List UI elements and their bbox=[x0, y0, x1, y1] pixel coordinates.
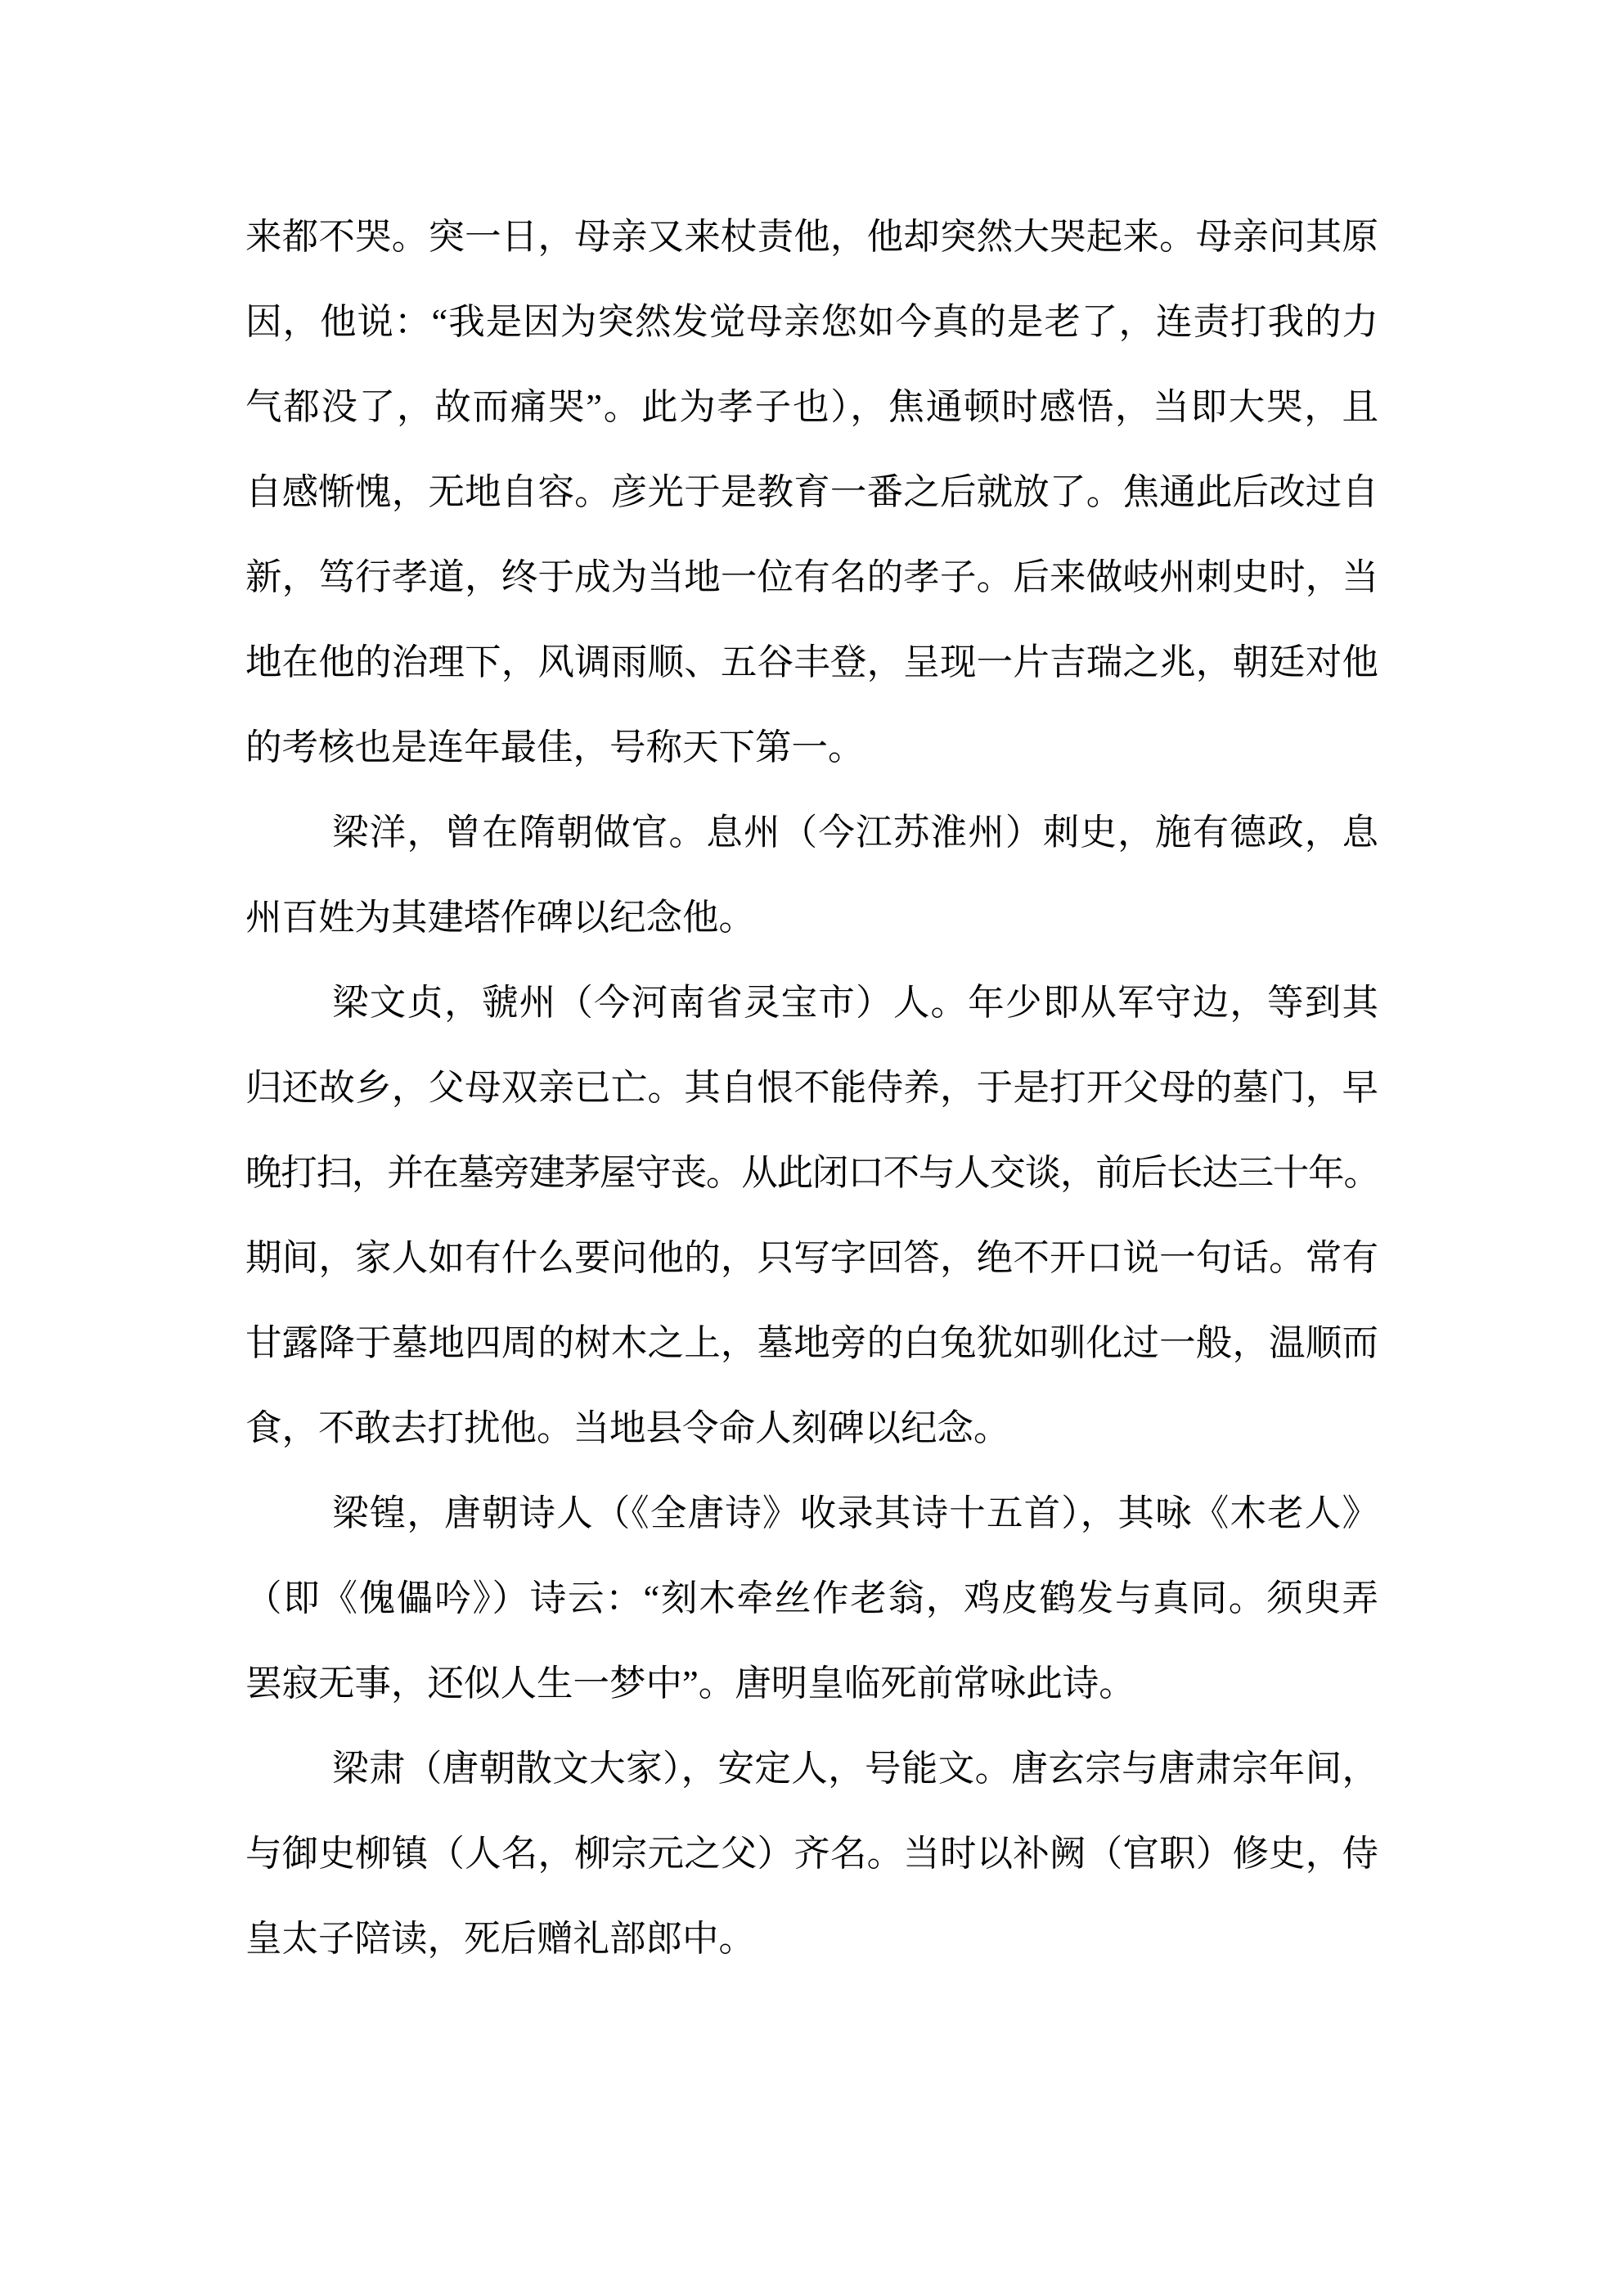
text-line: 因，他说：“我是因为突然发觉母亲您如今真的是老了，连责打我的力 bbox=[245, 301, 1378, 342]
text-line: （即《傀儡吟》）诗云：“刻木牵丝作老翁，鸡皮鹤发与真同。须臾弄 bbox=[245, 1578, 1378, 1618]
text-line: 晚打扫，并在墓旁建茅屋守丧。从此闭口不与人交谈，前后长达三十年。 bbox=[245, 1152, 1378, 1193]
text-line: 皇太子陪读，死后赠礼部郎中。 bbox=[245, 1918, 756, 1959]
text-line: 与御史柳镇（人名，柳宗元之父）齐名。当时以补阙（官职）修史，侍 bbox=[245, 1833, 1378, 1874]
text-line: 梁文贞，虢州（今河南省灵宝市）人。年少即从军守边，等到其 bbox=[332, 982, 1378, 1023]
text-line: 地在他的治理下，风调雨顺、五谷丰登，呈现一片吉瑞之兆，朝廷对他 bbox=[245, 642, 1378, 682]
text-line: 归还故乡，父母双亲已亡。其自恨不能侍养，于是打开父母的墓门，早 bbox=[245, 1067, 1378, 1108]
text-line: 来都不哭。突一日，母亲又来杖责他，他却突然大哭起来。母亲问其原 bbox=[245, 216, 1378, 257]
text-line: 州百姓为其建塔作碑以纪念他。 bbox=[245, 897, 756, 938]
text-line: 自感惭愧，无地自容。彦光于是教育一番之后就放了。焦通此后改过自 bbox=[245, 471, 1378, 512]
text-line: 气都没了，故而痛哭”。此为孝子也），焦通顿时感悟，当即大哭，且 bbox=[245, 386, 1378, 427]
text-line: 食，不敢去打扰他。当地县令命人刻碑以纪念。 bbox=[245, 1407, 1010, 1448]
text-line: 甘露降于墓地四周的树木之上，墓地旁的白兔犹如驯化过一般，温顺而 bbox=[245, 1322, 1378, 1363]
text-line: 梁锽，唐朝诗人（《全唐诗》收录其诗十五首），其咏《木老人》 bbox=[332, 1492, 1378, 1533]
text-line: 梁肃（唐朝散文大家），安定人，号能文。唐玄宗与唐肃宗年间， bbox=[332, 1748, 1378, 1789]
text-line: 新，笃行孝道，终于成为当地一位有名的孝子。后来做岐州刺史时，当 bbox=[245, 556, 1378, 597]
text-line: 期间，家人如有什么要问他的，只写字回答，绝不开口说一句话。常有 bbox=[245, 1237, 1378, 1278]
document-text-block bbox=[245, 194, 1378, 1981]
text-line: 罢寂无事，还似人生一梦中”。唐明皇临死前常咏此诗。 bbox=[245, 1663, 1135, 1704]
text-line: 梁洋，曾在隋朝做官。息州（今江苏淮州）刺史，施有德政，息 bbox=[332, 812, 1378, 853]
text-line: 的考核也是连年最佳，号称天下第一。 bbox=[245, 727, 865, 768]
